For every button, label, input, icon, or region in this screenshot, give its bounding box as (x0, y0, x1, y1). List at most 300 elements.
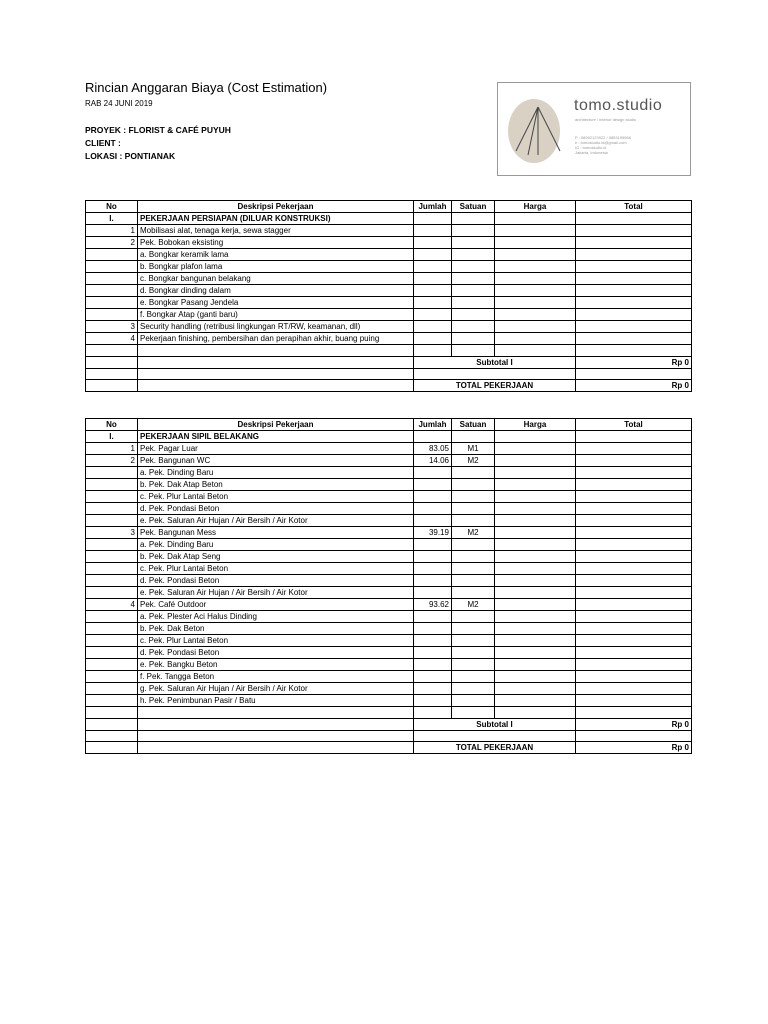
location-label: LOKASI : PONTIANAK (85, 151, 176, 161)
table-row (86, 237, 692, 249)
item-unit: M2 (452, 455, 495, 467)
section-number: I. (86, 213, 138, 225)
header-total: Total (576, 419, 692, 431)
table-row (86, 611, 692, 623)
empty-cell (138, 356, 414, 368)
table-row (86, 695, 692, 707)
item-price (495, 527, 576, 539)
subtotal-value: Rp 0 (576, 356, 692, 368)
subtotal-label: Subtotal I (414, 356, 576, 368)
item-total (576, 333, 692, 345)
item-price (495, 575, 576, 587)
item-unit (452, 479, 495, 491)
item-unit (452, 467, 495, 479)
empty-cell (86, 742, 138, 754)
item-unit (452, 611, 495, 623)
header-no: No (86, 419, 138, 431)
header-harga: Harga (495, 201, 576, 213)
empty-cell (138, 368, 414, 380)
empty-cell (414, 213, 452, 225)
item-number (86, 479, 138, 491)
item-total (576, 683, 692, 695)
item-description: Security handling (retribusi lingkungan RT/RW, keamanan, dll) (138, 321, 414, 333)
item-description: f. Bongkar Atap (ganti baru) (138, 309, 414, 321)
table-row (86, 659, 692, 671)
header-satuan: Satuan (452, 419, 495, 431)
item-total (576, 707, 692, 719)
item-description: b. Bongkar plafon lama (138, 261, 414, 273)
header-desc: Deskripsi Pekerjaan (138, 419, 414, 431)
item-number (86, 635, 138, 647)
item-unit (452, 309, 495, 321)
item-quantity (414, 575, 452, 587)
item-total (576, 503, 692, 515)
item-unit (452, 647, 495, 659)
studio-logo-mark-icon (508, 93, 564, 167)
item-unit (452, 563, 495, 575)
item-quantity (414, 225, 452, 237)
blank-row (86, 730, 692, 742)
item-total (576, 527, 692, 539)
empty-cell (452, 213, 495, 225)
item-description: a. Pek. Dinding Baru (138, 467, 414, 479)
item-unit (452, 539, 495, 551)
empty-cell (576, 431, 692, 443)
empty-cell (86, 380, 138, 392)
item-unit (452, 285, 495, 297)
item-description: Pek. Bobokan eksisting (138, 237, 414, 249)
table-row (86, 285, 692, 297)
item-price (495, 309, 576, 321)
item-description: Pek. Café Outdoor (138, 599, 414, 611)
item-quantity (414, 479, 452, 491)
studio-email: e : tomostudio.id@gmail.com (575, 140, 627, 145)
item-unit (452, 225, 495, 237)
item-description: g. Pek. Saluran Air Hujan / Air Bersih / Air Kotor (138, 683, 414, 695)
table-row (86, 671, 692, 683)
item-quantity (414, 659, 452, 671)
empty-cell (576, 368, 692, 380)
section-title: PEKERJAAN PERSIAPAN (DILUAR KONSTRUKSI) (138, 213, 414, 225)
item-number: 3 (86, 527, 138, 539)
empty-cell (138, 742, 414, 754)
item-price (495, 455, 576, 467)
item-quantity (414, 503, 452, 515)
subtotal-label: Subtotal I (414, 718, 576, 730)
item-description: c. Bongkar bangunan belakang (138, 273, 414, 285)
item-price (495, 261, 576, 273)
item-total (576, 671, 692, 683)
rab-date: RAB 24 JUNI 2019 (85, 99, 153, 108)
item-number (86, 273, 138, 285)
header-satuan: Satuan (452, 201, 495, 213)
total-label: TOTAL PEKERJAAN (414, 742, 576, 754)
item-number (86, 539, 138, 551)
empty-cell (138, 718, 414, 730)
item-unit (452, 551, 495, 563)
item-unit (452, 659, 495, 671)
total-value: Rp 0 (576, 742, 692, 754)
item-quantity (414, 611, 452, 623)
empty-cell (576, 213, 692, 225)
item-total (576, 321, 692, 333)
item-quantity (414, 237, 452, 249)
item-description: Pekerjaan finishing, pembersihan dan perapihan akhir, buang puing (138, 333, 414, 345)
item-unit (452, 515, 495, 527)
table-row (86, 309, 692, 321)
studio-name: tomo.studio (574, 97, 663, 114)
section-title-row (86, 213, 692, 225)
cost-table-persiapan (85, 200, 692, 392)
item-description: c. Pek. Plur Lantai Beton (138, 635, 414, 647)
item-description (138, 345, 414, 357)
blank-row (86, 368, 692, 380)
item-price (495, 611, 576, 623)
item-total (576, 575, 692, 587)
item-quantity (414, 683, 452, 695)
table-row (86, 647, 692, 659)
empty-cell (414, 368, 576, 380)
table-row (86, 587, 692, 599)
item-price (495, 599, 576, 611)
item-number (86, 551, 138, 563)
item-description: h. Pek. Penimbunan Pasir / Batu (138, 695, 414, 707)
item-total (576, 285, 692, 297)
item-quantity (414, 333, 452, 345)
item-price (495, 587, 576, 599)
table-row (86, 623, 692, 635)
client-label: CLIENT : (85, 138, 121, 148)
item-price (495, 551, 576, 563)
table-row (86, 345, 692, 357)
total-value: Rp 0 (576, 380, 692, 392)
item-quantity (414, 467, 452, 479)
empty-cell (86, 730, 138, 742)
item-number (86, 249, 138, 261)
item-quantity (414, 321, 452, 333)
item-price (495, 695, 576, 707)
header-desc: Deskripsi Pekerjaan (138, 201, 414, 213)
item-quantity: 14.06 (414, 455, 452, 467)
item-quantity (414, 623, 452, 635)
subtotal-row (86, 356, 692, 368)
total-label: TOTAL PEKERJAAN (414, 380, 576, 392)
item-total (576, 587, 692, 599)
item-quantity (414, 297, 452, 309)
item-total (576, 659, 692, 671)
item-unit (452, 321, 495, 333)
item-number (86, 515, 138, 527)
total-row (86, 380, 692, 392)
item-quantity (414, 539, 452, 551)
item-description: e. Pek. Bangku Beton (138, 659, 414, 671)
item-price (495, 273, 576, 285)
item-number (86, 611, 138, 623)
item-unit: M2 (452, 527, 495, 539)
item-quantity (414, 285, 452, 297)
item-total (576, 237, 692, 249)
item-total (576, 479, 692, 491)
item-number (86, 261, 138, 273)
empty-cell (414, 730, 576, 742)
item-price (495, 683, 576, 695)
table-row (86, 599, 692, 611)
item-total (576, 491, 692, 503)
item-number (86, 297, 138, 309)
section-number: I. (86, 431, 138, 443)
empty-cell (86, 718, 138, 730)
item-description: a. Bongkar keramik lama (138, 249, 414, 261)
studio-phone: P : 08992123922 / 0853195966 (575, 135, 631, 140)
item-total (576, 623, 692, 635)
item-unit (452, 575, 495, 587)
item-price (495, 503, 576, 515)
item-description: Pek. Bangunan Mess (138, 527, 414, 539)
empty-cell (138, 730, 414, 742)
table-row (86, 683, 692, 695)
item-price (495, 333, 576, 345)
item-price (495, 515, 576, 527)
item-price (495, 671, 576, 683)
item-total (576, 467, 692, 479)
item-quantity (414, 309, 452, 321)
table-row (86, 635, 692, 647)
item-number (86, 467, 138, 479)
empty-cell (86, 368, 138, 380)
item-unit (452, 635, 495, 647)
item-quantity (414, 647, 452, 659)
item-price (495, 467, 576, 479)
item-price (495, 659, 576, 671)
item-total (576, 297, 692, 309)
item-description: Pek. Pagar Luar (138, 443, 414, 455)
item-description: d. Bongkar dinding dalam (138, 285, 414, 297)
item-description: a. Pek. Plester Aci Halus Dinding (138, 611, 414, 623)
item-number: 1 (86, 443, 138, 455)
item-number: 2 (86, 237, 138, 249)
table-header-row (86, 419, 692, 431)
item-unit (452, 273, 495, 285)
item-price (495, 237, 576, 249)
item-number (86, 671, 138, 683)
item-description: e. Pek. Saluran Air Hujan / Air Bersih / Air Kotor (138, 587, 414, 599)
item-total (576, 599, 692, 611)
item-number (86, 707, 138, 719)
table-row (86, 467, 692, 479)
item-number (86, 563, 138, 575)
item-price (495, 635, 576, 647)
item-quantity (414, 273, 452, 285)
item-total (576, 249, 692, 261)
item-total (576, 515, 692, 527)
item-quantity: 83.05 (414, 443, 452, 455)
item-price (495, 345, 576, 357)
item-unit: M2 (452, 599, 495, 611)
item-number (86, 623, 138, 635)
item-total (576, 647, 692, 659)
item-description: d. Pek. Pondasi Beton (138, 575, 414, 587)
item-description: Mobilisasi alat, tenaga kerja, sewa stagger (138, 225, 414, 237)
item-description: e. Bongkar Pasang Jendela (138, 297, 414, 309)
total-row (86, 742, 692, 754)
table-row (86, 551, 692, 563)
subtotal-row (86, 718, 692, 730)
item-quantity (414, 515, 452, 527)
item-number (86, 491, 138, 503)
item-unit: M1 (452, 443, 495, 455)
item-price (495, 321, 576, 333)
table-row (86, 261, 692, 273)
item-price (495, 491, 576, 503)
table-row (86, 575, 692, 587)
item-quantity (414, 635, 452, 647)
item-number: 1 (86, 225, 138, 237)
table-row (86, 491, 692, 503)
item-description: f. Pek. Tangga Beton (138, 671, 414, 683)
section-title: PEKERJAAN SIPIL BELAKANG (138, 431, 414, 443)
project-name: PROYEK : FLORIST & CAFÉ PUYUH (85, 125, 231, 135)
item-unit (452, 623, 495, 635)
item-price (495, 563, 576, 575)
item-price (495, 707, 576, 719)
item-total (576, 273, 692, 285)
item-quantity (414, 587, 452, 599)
item-description: b. Pek. Dak Atap Beton (138, 479, 414, 491)
studio-city: Jakarta, Indonesia (575, 150, 608, 155)
item-number (86, 695, 138, 707)
item-number (86, 575, 138, 587)
item-number (86, 309, 138, 321)
item-unit (452, 237, 495, 249)
item-quantity (414, 563, 452, 575)
studio-instagram: IG : tomostudio.id (575, 145, 607, 150)
item-quantity (414, 491, 452, 503)
item-quantity (414, 551, 452, 563)
item-total (576, 225, 692, 237)
cost-table-sipil-belakang (85, 418, 692, 754)
item-description: d. Pek. Pondasi Beton (138, 647, 414, 659)
studio-logo-card (497, 82, 691, 176)
empty-cell (495, 431, 576, 443)
empty-cell (452, 431, 495, 443)
item-description: d. Pek. Pondasi Beton (138, 503, 414, 515)
table-row (86, 527, 692, 539)
item-description: a. Pek. Dinding Baru (138, 539, 414, 551)
table-row (86, 479, 692, 491)
table-row (86, 515, 692, 527)
item-price (495, 443, 576, 455)
item-number: 3 (86, 321, 138, 333)
item-total (576, 611, 692, 623)
item-number (86, 647, 138, 659)
item-unit (452, 297, 495, 309)
item-total (576, 539, 692, 551)
item-unit (452, 671, 495, 683)
header-no: No (86, 201, 138, 213)
item-total (576, 443, 692, 455)
item-unit (452, 707, 495, 719)
item-number (86, 659, 138, 671)
subtotal-value: Rp 0 (576, 718, 692, 730)
empty-cell (495, 213, 576, 225)
header-jumlah: Jumlah (414, 419, 452, 431)
table-row (86, 563, 692, 575)
item-quantity (414, 261, 452, 273)
item-total (576, 455, 692, 467)
item-description (138, 707, 414, 719)
item-quantity (414, 249, 452, 261)
item-unit (452, 345, 495, 357)
studio-contact (575, 135, 631, 155)
item-description: b. Pek. Dak Atap Seng (138, 551, 414, 563)
table-row (86, 455, 692, 467)
item-quantity: 39.19 (414, 527, 452, 539)
item-price (495, 479, 576, 491)
empty-cell (576, 730, 692, 742)
item-number (86, 503, 138, 515)
item-total (576, 551, 692, 563)
item-price (495, 297, 576, 309)
item-description: Pek. Bangunan WC (138, 455, 414, 467)
item-unit (452, 683, 495, 695)
item-price (495, 623, 576, 635)
item-unit (452, 695, 495, 707)
item-unit (452, 491, 495, 503)
table-row (86, 707, 692, 719)
item-price (495, 539, 576, 551)
item-total (576, 563, 692, 575)
item-total (576, 261, 692, 273)
empty-cell (414, 431, 452, 443)
item-unit (452, 503, 495, 515)
item-quantity: 93.62 (414, 599, 452, 611)
item-number (86, 345, 138, 357)
header-harga: Harga (495, 419, 576, 431)
item-unit (452, 261, 495, 273)
item-price (495, 647, 576, 659)
table-row (86, 539, 692, 551)
item-total (576, 635, 692, 647)
header-total: Total (576, 201, 692, 213)
item-number: 4 (86, 333, 138, 345)
table-row (86, 273, 692, 285)
studio-tagline: architecture / interior design studio (575, 117, 637, 122)
item-number: 2 (86, 455, 138, 467)
item-number (86, 683, 138, 695)
header-jumlah: Jumlah (414, 201, 452, 213)
table-row (86, 321, 692, 333)
table-row (86, 225, 692, 237)
item-quantity (414, 707, 452, 719)
item-total (576, 345, 692, 357)
empty-cell (86, 356, 138, 368)
item-total (576, 695, 692, 707)
item-number (86, 587, 138, 599)
table-row (86, 443, 692, 455)
item-description: b. Pek. Dak Beton (138, 623, 414, 635)
empty-cell (138, 380, 414, 392)
item-total (576, 309, 692, 321)
item-unit (452, 249, 495, 261)
document-title: Rincian Anggaran Biaya (Cost Estimation) (85, 80, 328, 95)
item-quantity (414, 671, 452, 683)
item-description: c. Pek. Plur Lantai Beton (138, 491, 414, 503)
item-quantity (414, 695, 452, 707)
item-price (495, 249, 576, 261)
table-row (86, 297, 692, 309)
table-row (86, 333, 692, 345)
table-row (86, 249, 692, 261)
